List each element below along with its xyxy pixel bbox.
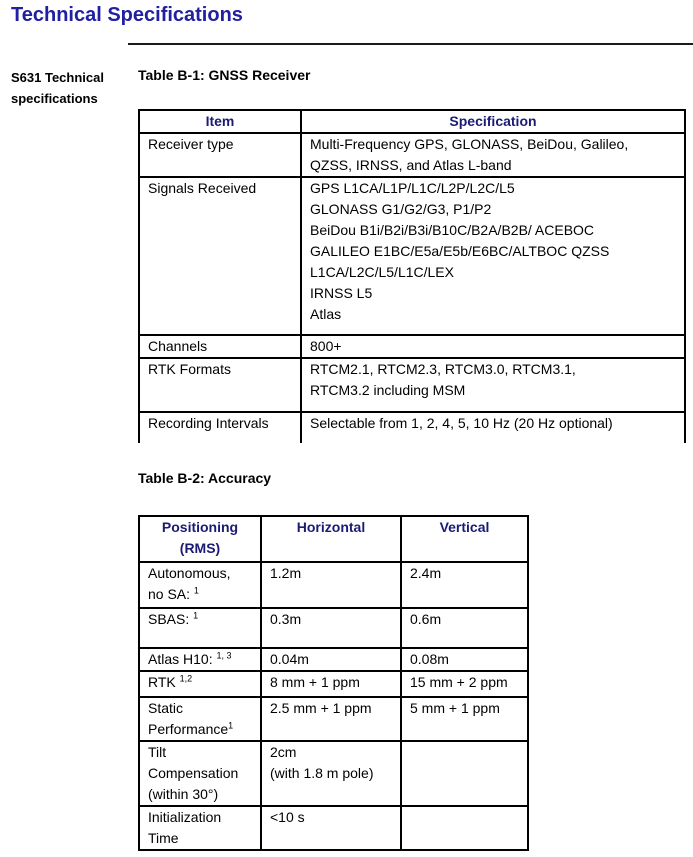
horizontal-cell [261,741,401,806]
spec-cell: 800+ [301,335,685,358]
table-row [139,648,528,671]
spec-line: GLONASS G1/G2/G3, P1/P2 [310,201,492,217]
margin-label-line2: specifications [11,91,98,106]
horizontal-cell: 0.04m [261,648,401,671]
positioning-line: SBAS: $^1$ [148,610,199,627]
item-cell: Channels [139,335,301,358]
spec-line: Atlas [310,306,342,322]
table-b1 [138,109,686,443]
spec-line: IRNSS L5 [310,285,373,301]
table-b1-header-item: Item [139,110,301,133]
positioning-cell [139,562,261,608]
positioning-cell [139,806,261,850]
spec-cell [301,133,685,177]
spec-line: Multi-Frequency GPS, GLONASS, BeiDou, Galileo, [310,136,629,152]
positioning-line: Time [148,830,179,846]
horizontal-line: (with 1.8 m pole) [270,765,374,781]
spec-cell [301,177,685,335]
table-row [139,741,528,806]
table-row [139,671,528,697]
table-row [139,133,685,177]
table-b2-header-vertical: Vertical [401,516,528,562]
spec-line: RTCM2.1, RTCM2.3, RTCM3.0, RTCM3.1, [310,361,576,377]
table-b2 [138,515,529,851]
table-row [139,358,685,412]
positioning-line: Initialization [148,809,222,825]
table-b2-header-horizontal: Horizontal [261,516,401,562]
horizontal-cell: 8 mm + 1 ppm [261,671,401,697]
vertical-cell: 0.6m [401,608,528,648]
table-b2-header-row [139,516,528,562]
spec-line: GALILEO E1BC/E5a/E5b/E6BC/ALTBOC QZSS [310,243,610,259]
table-row [139,335,685,358]
vertical-cell: 15 mm + 2 ppm [401,671,528,697]
horizontal-cell: 0.3m [261,608,401,648]
footnote-marker: 1 [193,585,199,596]
title-divider [128,43,693,45]
vertical-cell: 2.4m [401,562,528,608]
horizontal-cell: <10 s [261,806,401,850]
vertical-cell [401,806,528,850]
spec-line: QZSS, IRNSS, and Atlas L-band [310,157,512,173]
spec-cell: Selectable from 1, 2, 4, 5, 10 Hz (20 Hz optional) [301,412,685,443]
item-cell: Recording Intervals [139,412,301,443]
table-b1-header-spec: Specification [301,110,685,133]
item-cell: Signals Received [139,177,301,335]
positioning-line: Static [148,700,184,716]
horizontal-cell: 2.5 mm + 1 ppm [261,697,401,741]
footnote-marker: 1,2 [179,673,193,684]
margin-label [11,67,129,109]
table-b1-header-row [139,110,685,133]
table-row [139,177,685,335]
positioning-cell [139,741,261,806]
page-title: Technical Specifications [11,4,243,26]
footnote-marker: 1, 3 [216,650,232,661]
positioning-line: (within 30°) [148,786,219,802]
footnote-marker: 1 [228,720,234,731]
positioning-cell [139,648,261,671]
vertical-cell: 0.08m [401,648,528,671]
positioning-line: no SA: $^1$ [148,585,199,602]
positioning-line: Tilt [148,744,167,760]
vertical-cell [401,741,528,806]
spec-line: GPS L1CA/L1P/L1C/L2P/L2C/L5 [310,180,515,196]
positioning-line: Compensation [148,765,239,781]
spec-line: RTCM3.2 including MSM [310,382,466,398]
table-row [139,562,528,608]
horizontal-cell: 1.2m [261,562,401,608]
table-b2-header-positioning: Positioning (RMS) [139,516,261,562]
table-row [139,412,685,443]
vertical-cell: 5 mm + 1 ppm [401,697,528,741]
spec-line: L1CA/L2C/L5/L1C/LEX [310,264,454,280]
spec-cell [301,358,685,412]
footnote-marker: 1 [193,610,199,621]
positioning-cell [139,671,261,697]
item-cell: Receiver type [139,133,301,177]
horizontal-line: 2cm [270,744,297,760]
table-row [139,806,528,850]
table-b1-caption: Table B-1: GNSS Receiver [138,67,311,83]
table-row [139,608,528,648]
positioning-line: Performance$^1$ [148,720,234,737]
item-cell: RTK Formats [139,358,301,412]
margin-label-line1: S631 Technical [11,70,104,85]
table-b2-caption: Table B-2: Accuracy [138,470,272,486]
table-row [139,697,528,741]
spec-line: BeiDou B1i/B2i/B3i/B10C/B2A/B2B/ ACEBOC [310,222,595,238]
positioning-line: RTK $^{1,2}$ [148,673,193,690]
positioning-line: Autonomous, [148,565,231,581]
positioning-cell [139,608,261,648]
positioning-cell [139,697,261,741]
positioning-line: Atlas H10: $^{1, 3}$ [148,650,232,667]
